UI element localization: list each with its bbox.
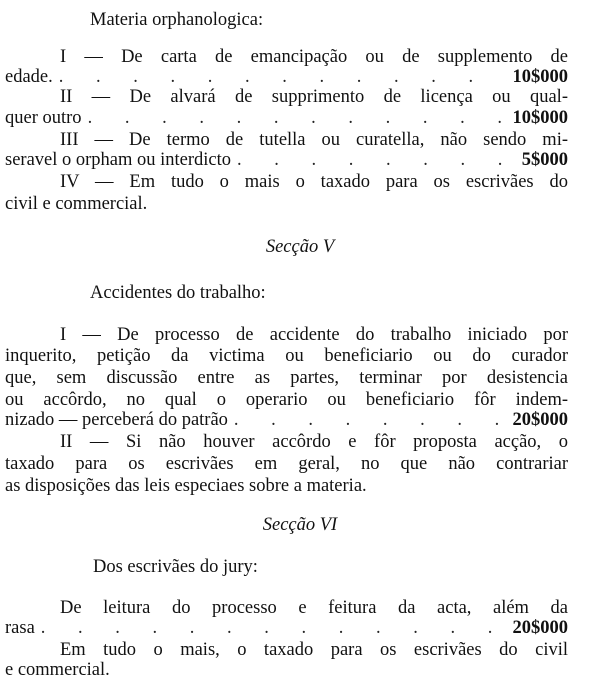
text-line: ou accôrdo, no qual o operario ou beneficiario fôr indem-	[5, 390, 568, 410]
text-line: I — De processo de accidente do trabalho iniciado por	[60, 325, 568, 345]
fee-amount: 10$000	[512, 67, 568, 87]
heading-escrivaes-do-jury: Dos escrivães do jury:	[93, 557, 258, 577]
text-line: De leitura do processo e feitura da acta, além da	[60, 598, 568, 618]
text-line: que, sem discussão entre as partes, terminar por desistencia	[5, 368, 568, 388]
fee-amount: 5$000	[521, 150, 568, 170]
dot-leader	[41, 617, 507, 639]
fee-line	[5, 66, 568, 88]
text-line: civil e commercial.	[5, 194, 148, 214]
heading-materia-orphanologica: Materia orphanologica:	[90, 10, 264, 30]
fee-text: seravel o orpham ou interdicto	[5, 150, 232, 170]
text-line: Em tudo o mais, o taxado para os escrivães do civil	[60, 640, 568, 660]
text-line: inquerito, petição da victima ou beneficiario ou do curador	[5, 346, 568, 366]
text-line: II — Si não houver accôrdo e fôr proposta acção, o	[60, 432, 568, 452]
dot-leader	[237, 149, 516, 171]
dot-leader	[59, 66, 507, 88]
fee-text: nizado — perceberá do patrão	[5, 410, 228, 430]
fee-line	[5, 409, 568, 431]
fee-line	[5, 149, 568, 171]
dot-leader	[234, 409, 507, 431]
fee-line	[5, 107, 568, 129]
text-line: e commercial.	[5, 660, 110, 680]
text-line: as disposições das leis especiaes sobre a materia.	[5, 476, 367, 496]
text-line: IV — Em tudo o mais o taxado para os escrivães do	[60, 172, 568, 192]
text-line: taxado para os escrivães em geral, no que não contrariar	[5, 454, 568, 474]
fee-amount: 10$000	[512, 108, 568, 128]
heading-accidentes-do-trabalho: Accidentes do trabalho:	[90, 283, 266, 303]
fee-line	[5, 617, 568, 639]
fee-amount: 20$000	[512, 618, 568, 638]
text-line: I — De carta de emancipação ou de supplemento de	[60, 47, 568, 67]
section-title-vi: Secção VI	[262, 515, 338, 535]
text-line: III — De termo de tutella ou curatella, não sendo mi-	[60, 130, 568, 150]
fee-amount: 20$000	[512, 410, 568, 430]
section-title-v: Secção V	[265, 237, 335, 257]
text-line: II — De alvará de supprimento de licença ou qual-	[60, 87, 568, 107]
fee-text: edade.	[5, 67, 53, 87]
fee-text: quer outro	[5, 108, 82, 128]
dot-leader	[88, 107, 507, 129]
fee-text: rasa	[5, 618, 35, 638]
